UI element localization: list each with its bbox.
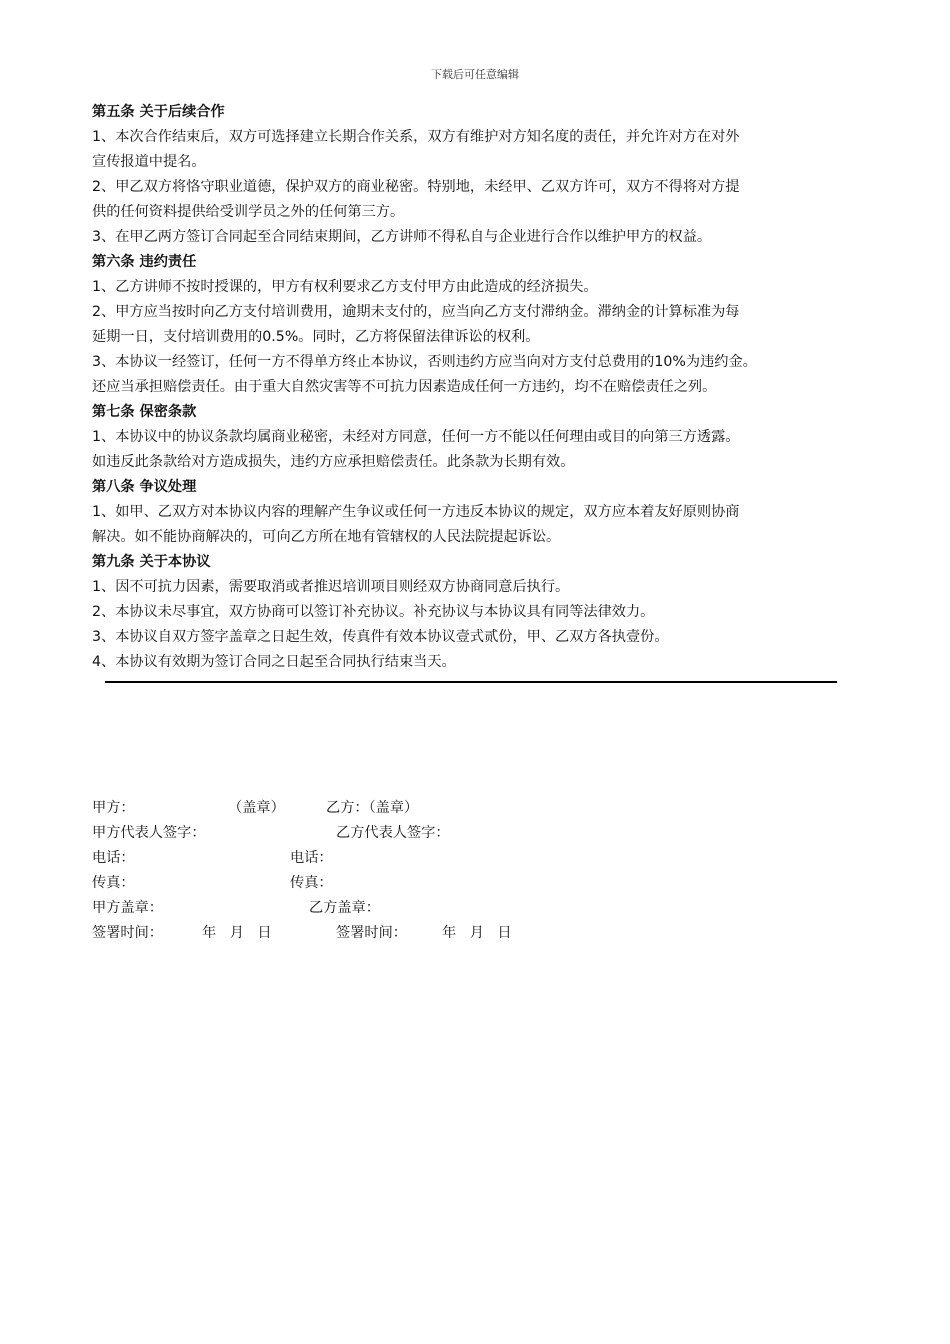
party-b-label: 乙方：（盖章） bbox=[326, 800, 419, 816]
clause-line: 1、因不可抗力因素，需要取消或者推迟培训项目则经双方协商同意后执行。 bbox=[92, 579, 570, 595]
clause-line: 还应当承担赔偿责任。由于重大自然灾害等不可抗力因素造成任何一方违约，均不在赔偿责任之列。 bbox=[92, 379, 717, 395]
clause-line: 如违反此条款给对方造成损失，违约方应承担赔偿责任。此条款为长期有效。 bbox=[92, 454, 575, 470]
phone-row bbox=[92, 846, 852, 871]
clause-line: 3、本协议自双方签字盖章之日起生效，传真件有效本协议壹式贰份，甲、乙双方各执壹份。 bbox=[92, 629, 669, 645]
clause-line: 1、本次合作结束后，双方可选择建立长期合作关系，双方有维护对方知名度的责任，并允许对方在对外 bbox=[92, 129, 740, 145]
clause-line: 供的任何资料提供给受训学员之外的任何第三方。 bbox=[92, 204, 405, 220]
party-a-date-label: 签署时间： bbox=[92, 925, 163, 941]
party-b-fax-label: 传真： bbox=[290, 875, 333, 891]
party-b-seal-field-label: 乙方盖章： bbox=[309, 900, 380, 916]
clause-line: 1、乙方讲师不按时授课的，甲方有权利要求乙方支付甲方由此造成的经济损失。 bbox=[92, 279, 598, 295]
clause-line: 延期一日，支付培训费用的0.5%。同时，乙方将保留法律诉讼的权利。 bbox=[92, 329, 540, 345]
party-a-fax-label: 传真： bbox=[92, 875, 135, 891]
fax-row bbox=[92, 871, 852, 896]
date-row bbox=[92, 921, 852, 946]
party-a-seal-label: （盖章） bbox=[228, 800, 285, 816]
clause-line: 1、如甲、乙双方对本协议内容的理解产生争议或任何一方违反本协议的规定，双方应本着友好原则协商 bbox=[92, 504, 740, 520]
section-heading: 第九条 关于本协议 bbox=[92, 554, 211, 570]
clause-line: 3、本协议一经签订，任何一方不得单方终止本协议，否则违约方应当向对方支付总费用的10%为违约金。 bbox=[92, 354, 757, 370]
party-a-label: 甲方： bbox=[92, 800, 135, 816]
clause-line: 1、本协议中的协议条款均属商业秘密，未经对方同意，任何一方不能以任何理由或目的向第三方透露。 bbox=[92, 429, 740, 445]
section-6 bbox=[92, 250, 862, 400]
clause-line: 2、甲方应当按时向乙方支付培训费用，逾期未支付的，应当向乙方支付滞纳金。滞纳金的计算标准为每 bbox=[92, 304, 740, 320]
party-a-rep-label: 甲方代表人签字： bbox=[92, 825, 206, 841]
section-heading: 第七条 保密条款 bbox=[92, 404, 197, 420]
party-b-rep-label: 乙方代表人签字： bbox=[336, 825, 450, 841]
clause-line: 3、在甲乙两方签订合同起至合同结束期间，乙方讲师不得私自与企业进行合作以维护甲方的权益。 bbox=[92, 229, 712, 245]
section-9 bbox=[92, 550, 862, 675]
party-b-phone-label: 电话： bbox=[290, 850, 333, 866]
clause-line: 解决。如不能协商解决的，可向乙方所在地有管辖权的人民法院提起诉讼。 bbox=[92, 529, 561, 545]
signature-block bbox=[92, 796, 852, 946]
section-heading: 第八条 争议处理 bbox=[92, 479, 197, 495]
party-b-date-label: 签署时间： bbox=[336, 925, 407, 941]
clause-line: 4、本协议有效期为签订合同之日起至合同执行结束当天。 bbox=[92, 654, 456, 670]
seal-row bbox=[92, 896, 852, 921]
page-header-note: 下载后可任意编辑 bbox=[431, 68, 519, 81]
party-b-date-value: 年 月 日 bbox=[442, 925, 512, 941]
party-a-date-value: 年 月 日 bbox=[202, 925, 272, 941]
section-7 bbox=[92, 400, 862, 475]
section-heading: 第五条 关于后续合作 bbox=[92, 104, 225, 120]
section-8 bbox=[92, 475, 862, 550]
section-heading: 第六条 违约责任 bbox=[92, 254, 197, 270]
section-divider bbox=[105, 681, 837, 683]
clause-line: 2、本协议未尽事宜，双方协商可以签订补充协议。补充协议与本协议具有同等法律效力。 bbox=[92, 604, 655, 620]
section-5 bbox=[92, 100, 862, 250]
clause-line: 宣传报道中提名。 bbox=[92, 154, 206, 170]
party-a-phone-label: 电话： bbox=[92, 850, 135, 866]
clause-line: 2、甲乙双方将恪守职业道德，保护双方的商业秘密。特别地，未经甲、乙双方许可，双方不得将对方提 bbox=[92, 179, 740, 195]
party-a-seal-field-label: 甲方盖章： bbox=[92, 900, 163, 916]
representative-row bbox=[92, 821, 852, 846]
party-row bbox=[92, 796, 852, 821]
agreement-body bbox=[92, 100, 862, 675]
